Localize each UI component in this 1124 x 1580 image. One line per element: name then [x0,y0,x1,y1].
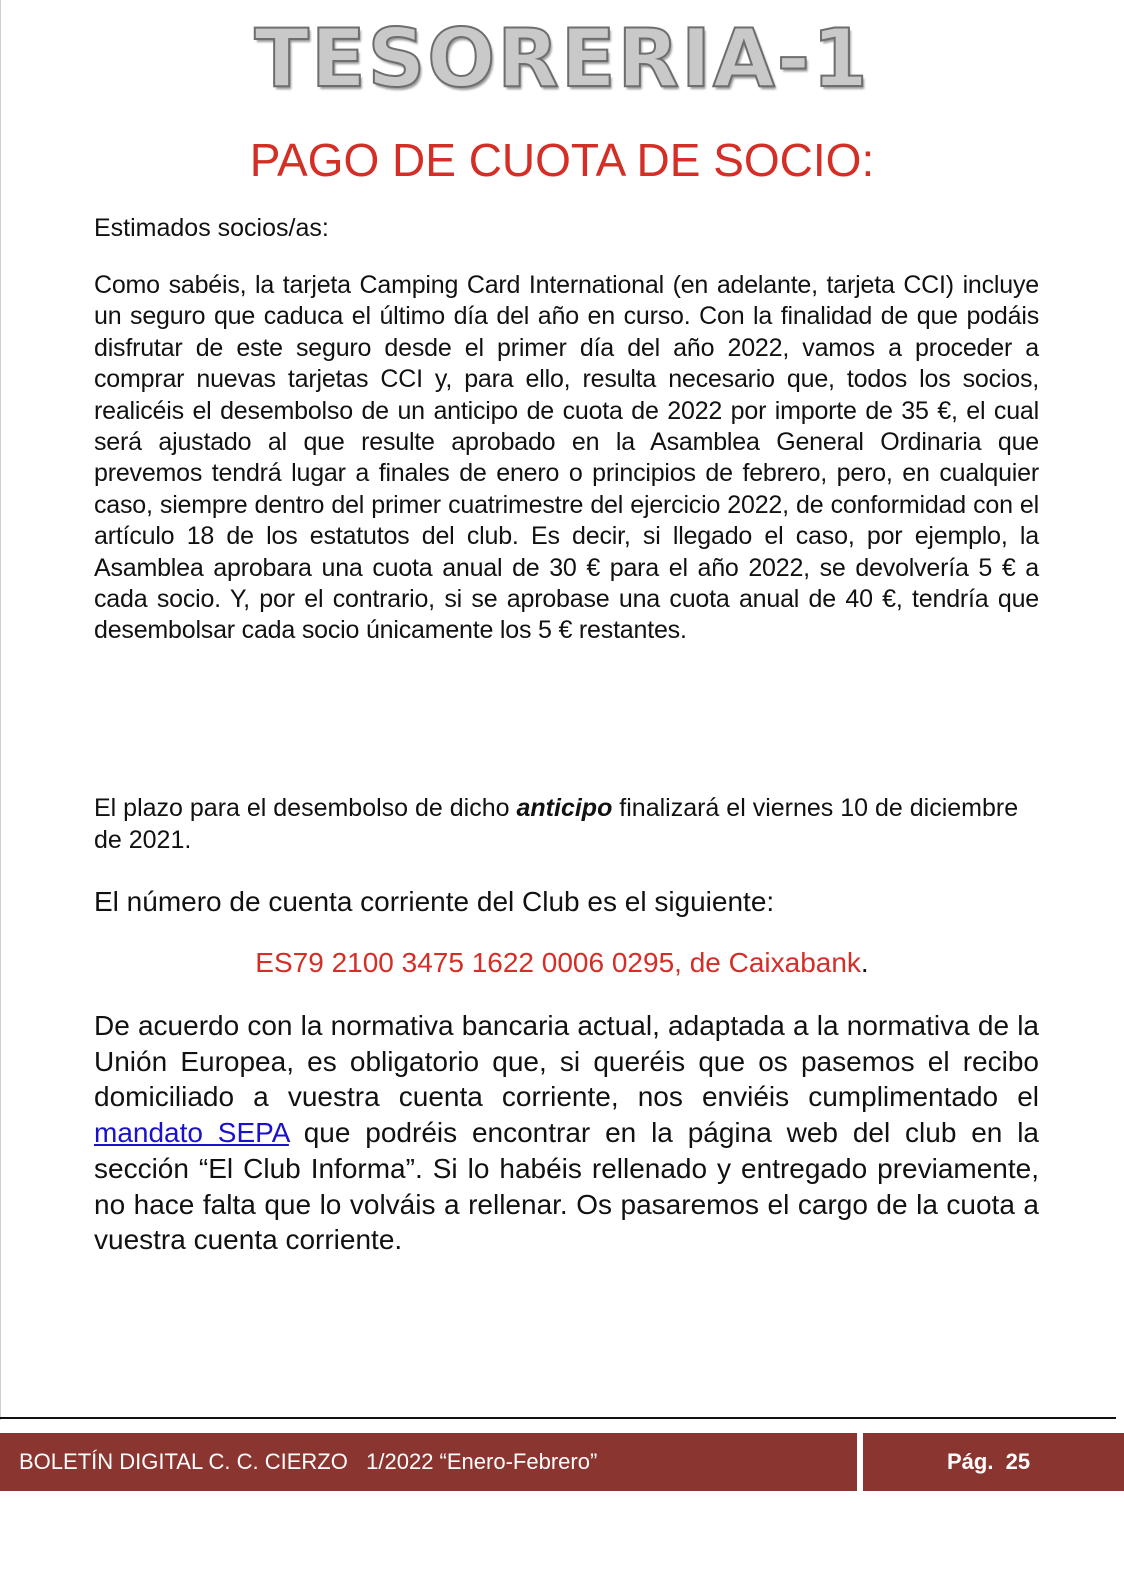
sepa-text-end: que podréis encontrar en la página web del club en la sección “El Club Informa”. Si lo habéis rellenado y entregado previamente, no hace falta que lo volváis a rellenar. Os pasaremos el cargo de la cuota a vuestra cuenta corriente. [94,1117,1039,1256]
footer-divider-line [0,1417,1116,1419]
footer-bulletin-label: BOLETÍN DIGITAL C. C. CIERZO 1/2022 “Enero-Febrero” [19,1449,598,1474]
main-paragraph: Como sabéis, la tarjeta Camping Card International (en adelante, tarjeta CCI) incluye un seguro que caduca el último día del año en curso. Con la finalidad de que podáis disfrutar de este seguro desde el primer día del año 2022, vamos a proceder a comprar nuevas tarjetas CCI y, para ello, resulta necesario que, todos los socios, realicéis el desembolso de un anticipo de cuota de 2022 por importe de 35 €, el cual será ajustado al que resulte aprobado en la Asamblea General Ordinaria que prevemos tendrá lugar a finales de enero o principios de febrero, pero, en cualquier caso, siempre dentro del primer cuatrimestre del ejercicio 2022, de conformidad con el artículo 18 de los estatutos del club. Es decir, si llegado el caso, por ejemplo, la Asamblea aprobara una cuota anual de 30 € para el año 2022, se devolvería 5 € a cada socio. Y, por el contrario, si se aprobase una cuota anual de 40 €, tendría que desembolsar cada socio únicamente los 5 € restantes. [94,271,1039,645]
sepa-paragraph [94,1008,1039,1258]
iban-period: . [860,947,869,978]
account-intro: El número de cuenta corriente del Club es el siguiente: [94,886,775,917]
footer-page-number: Pág. 25 [947,1449,1031,1474]
section-title: PAGO DE CUOTA DE SOCIO: [249,134,875,186]
deadline-paragraph [94,792,1039,856]
greeting-text: Estimados socios/as: [94,214,329,242]
deadline-text-end: finalizará el viernes 10 de diciembre de 2021. [94,794,1019,854]
footer-bar [0,1433,1124,1491]
sepa-mandate-link[interactable]: mandato SEPA [94,1117,289,1149]
iban-line [0,945,1124,981]
deadline-text-start: El plazo para el desembolso de dicho [94,794,517,822]
page-left-edge [0,0,1,1420]
page-header-title: TESORERIA-1 [254,12,870,105]
iban-text: ES79 2100 3475 1622 0006 0295, de Caixabank [255,947,861,978]
sepa-text-start: De acuerdo con la normativa bancaria actual, adaptada a la normativa de la Unión Europea, es obligatorio que, si queréis que os pasemos el recibo domiciliado a vuestra cuenta corriente, nos enviéis cumplimentado el [94,1010,1039,1113]
deadline-emphasis: anticipo [516,794,613,822]
